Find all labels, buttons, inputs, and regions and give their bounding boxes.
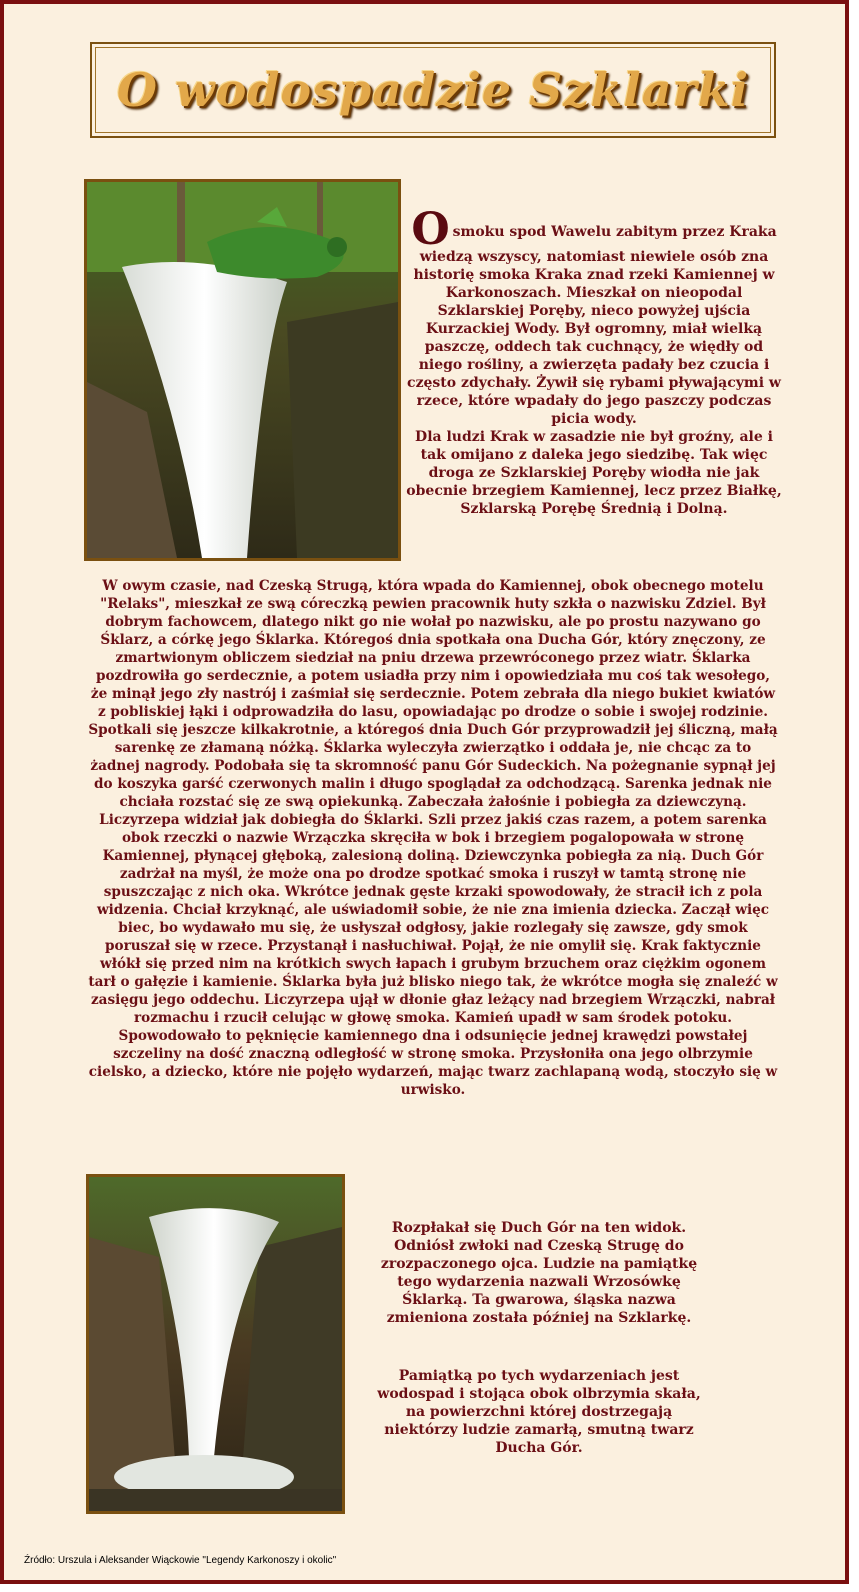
drop-cap: O [411,204,450,255]
closing-paragraph-1: Rozpłakał się Duch Gór na ten widok. Odniósł zwłoki nad Czeską Strugę do zrozpaczonego ojca. Ludzie na pamiątkę tego wydarzenia nazwali Wrzosówkę Śklarką. Ta gwarowa, śląska nazwa zmieniona została później na Szklarkę. [380,1220,698,1326]
main-paragraph: W owym czasie, nad Czeską Strugą, która wpada do Kamiennej, obok obecnego motelu "Relaks", mieszkał ze swą córeczką pewien pracownik huty szkła o nazwisku Zdziel. Był dobrym fachowcem, dlatego nikt go nie wołał po nazwisku, ale po prostu nazywano go Śklarz, a córkę jego Śklarka. Któregoś dnia spotkała ona Ducha Gór, który znęczony, ze zmartwionym obliczem siedział na pniu drzewa przewróconego przez wiatr. Śklarka pozdrowiła go serdecznie, a potem usiadła przy nim i opowiedziała mu coś tak wesołego, że minął jego zły nastrój i zaśmiał się serdecznie. Potem zebrała dla niego bukiet kwiatów z pobliskiej łąki i odprowadziła do lasu, opowiadając po drodze o sobie i swojej rodzinie. Spotkali się jeszcze kilkakrotnie, a któregoś dnia Duch Gór przyprowadził jej śliczną, małą sarenkę ze złamaną nóżką. Śklarka wyleczyła zwierzątko i oddała je, nie chcąc za to żadnej nagrody. Podobała się ta skromność panu Gór Sudeckich. Na pożegnanie sypnął jej do koszyka garść czerwonych malin i długo spoglądał za odchodzącą. Sarenka jednak nie chciała rozstać się ze swą opiekunką. Zabeczała żałośnie i pobiegła za dziewczyną. Liczyrzepa widział jak dobiegła do Śklarki. Szli przez jakiś czas razem, a potem sarenka obok rzeczki o nazwie Wrzączka skręciła w bok i brzegiem pogalopowała w stronę Kamiennej, płynącej głęboką, zalesioną doliną. Dziewczynka pobiegła za nią. Duch Gór zadrżał na myśl, że może ona po drodze spotkać smoka i ruszył w tamtą stronę nie spuszczając z nich oka. Wkrótce jednak gęste krzaki spowodowały, że stracił ich z pola widzenia. Chciał krzyknąć, ale uświadomił sobie, że nie zna imienia dziecka. Zaczął więc biec, bo wydawało mu się, że usłyszał odgłosy, jakie rozlegały się zawsze, gdy smok poruszał się w rzece. Przystanął i nasłuchiwał. Pojął, że nie omylił się. Krak faktycznie włókł się przed nim na krótkich swych łapach i grubym brzuchem oraz ciężkim ogonem tarł o gałęzie i kamienie. Śklarka była już blisko niego tak, że wkrótce mogła się znaleźć w zasięgu jego oddechu. Liczyrzepa ujął w dłonie głaz leżący nad brzegiem Wrzączki, nabrał rozmachu i rzucił celując w głowę smoka. Kamień upadł w sam środek potoku. Spowodowało to pęknięcie kamiennego dna i odsunięcie jednej krawędzi powstałej szczeliny na dość znaczną odległość w stronę smoka. Przysłoniła ona jego olbrzymie cielsko, a dziecko, które nie pojęło wydarzeń, mając twarz zachlapaną wodą, stoczyło się w urwisko. [88,578,778,1098]
main-story-text [88,577,778,1099]
source-citation: Źródło: Urszula i Aleksander Wiąckowie "Legendy Karkonoszy i okolic" [24,1555,337,1566]
intro-text [404,204,784,518]
waterfall-image [86,1174,345,1514]
intro-paragraph-1: smoku spod Wawelu zabitym przez Kraka wiedzą wszyscy, natomiast niewiele osób zna historię smoka Kraka znad rzeki Kamiennej w Karkonoszach. Mieszkał on nieopodal Szklarskiej Poręby, nieco powyżej ujścia Kurzackiej Wody. Był ogromny, miał wielką paszczę, oddech tak cuchnący, że więdły od niego rośliny, a zwierzęta padały bez czucia i często zdychały. Żywił się rybami pływającymi w rzece, które wpadały do jego paszczy podczas picia wody. [407,224,781,427]
page-title: O wodospadzie Szklarki [116,63,750,117]
title-frame [90,42,776,138]
closing-text [369,1219,709,1497]
waterfall-dragon-image [84,179,401,561]
closing-paragraph-2: Pamiątką po tych wydarzeniach jest wodospad i stojąca obok olbrzymia skała, na powierzchni której dostrzegają niektórzy ludzie zamarłą, smutną twarz Ducha Gór. [377,1368,701,1456]
intro-paragraph-2: Dla ludzi Krak w zasadzie nie był groźny, ale i tak omijano z daleka jego siedzibę. Tak więc droga ze Szklarskiej Poręby wiodła nie jak obecnie brzegiem Kamiennej, lecz przez Białkę, Szklarską Porębę Średnią i Dolną. [406,429,782,517]
